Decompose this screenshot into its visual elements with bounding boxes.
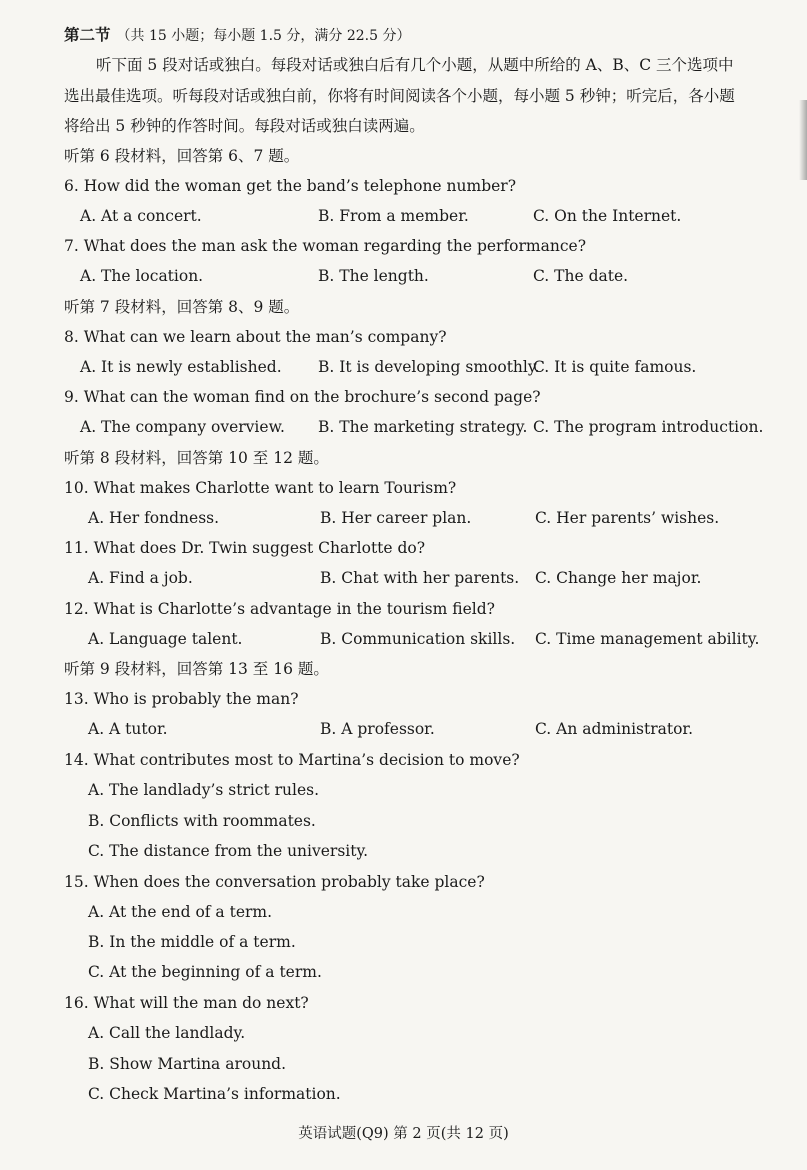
question-stem: 7. What does the man ask the woman regarding the performance? bbox=[64, 237, 587, 255]
option-a: A. At the end of a term. bbox=[88, 903, 273, 921]
option-c: C. Time management ability. bbox=[535, 630, 760, 648]
question-stem: 8. What can we learn about the man’s company? bbox=[64, 328, 447, 346]
option-a: A. Language talent. bbox=[88, 630, 243, 648]
option-c: C. The program introduction. bbox=[533, 418, 764, 436]
page-edge-shadow bbox=[799, 100, 807, 180]
option-b: B. The length. bbox=[318, 267, 429, 285]
question-stem: 11. What does Dr. Twin suggest Charlotte do? bbox=[64, 539, 426, 557]
option-a: A. The location. bbox=[80, 267, 204, 285]
option-a: A. A tutor. bbox=[88, 720, 168, 738]
question-stem: 9. What can the woman find on the brochure’s second page? bbox=[64, 388, 541, 406]
group-heading: 听第 8 段材料，回答第 10 至 12 题。 bbox=[64, 449, 329, 467]
option-c: C. Her parents’ wishes. bbox=[535, 509, 720, 527]
option-c: C. It is quite famous. bbox=[533, 358, 697, 376]
question-stem: 13. Who is probably the man? bbox=[64, 690, 299, 708]
option-c: C. On the Internet. bbox=[533, 207, 682, 225]
option-b: B. A professor. bbox=[320, 720, 435, 738]
option-b: B. Her career plan. bbox=[320, 509, 472, 527]
option-c: C. An administrator. bbox=[535, 720, 694, 738]
page-footer: 英语试题(Q9) 第 2 页(共 12 页) bbox=[298, 1126, 509, 1142]
section-title: 第二节 bbox=[64, 25, 111, 44]
instruction-line: 将给出 5 秒钟的作答时间。每段对话或独白读两遍。 bbox=[64, 117, 425, 135]
option-a: A. Find a job. bbox=[88, 569, 193, 587]
option-a: A. Her fondness. bbox=[88, 509, 220, 527]
section-header bbox=[64, 25, 410, 46]
question-stem: 6. How did the woman get the band’s telephone number? bbox=[64, 177, 517, 195]
option-a: A. The company overview. bbox=[80, 418, 285, 436]
option-b: B. From a member. bbox=[318, 207, 469, 225]
question-stem: 16. What will the man do next? bbox=[64, 994, 309, 1012]
option-b: B. The marketing strategy. bbox=[318, 418, 528, 436]
option-b: B. Chat with her parents. bbox=[320, 569, 520, 587]
option-c: C. At the beginning of a term. bbox=[88, 963, 322, 981]
group-heading: 听第 9 段材料，回答第 13 至 16 题。 bbox=[64, 660, 329, 678]
option-a: A. It is newly established. bbox=[80, 358, 282, 376]
question-stem: 10. What makes Charlotte want to learn Tourism? bbox=[64, 479, 457, 497]
option-a: A. Call the landlady. bbox=[88, 1024, 246, 1042]
option-a: A. At a concert. bbox=[80, 207, 202, 225]
option-c: C. Change her major. bbox=[535, 569, 702, 587]
option-b: B. Communication skills. bbox=[320, 630, 516, 648]
instruction-line: 选出最佳选项。听每段对话或独白前，你将有时间阅读各个小题，每小题 5 秒钟；听完后，各小题 bbox=[64, 87, 735, 105]
group-heading: 听第 6 段材料，回答第 6、7 题。 bbox=[64, 147, 300, 165]
option-b: B. In the middle of a term. bbox=[88, 933, 296, 951]
question-stem: 12. What is Charlotte’s advantage in the tourism field? bbox=[64, 600, 495, 618]
question-stem: 15. When does the conversation probably take place? bbox=[64, 873, 485, 891]
option-b: B. Show Martina around. bbox=[88, 1055, 287, 1073]
instruction-line: 听下面 5 段对话或独白。每段对话或独白后有几个小题，从题中所给的 A、B、C 三个选项中 bbox=[96, 56, 734, 74]
option-b: B. It is developing smoothly. bbox=[318, 358, 540, 376]
option-a: A. The landlady’s strict rules. bbox=[88, 781, 320, 799]
option-c: C. Check Martina’s information. bbox=[88, 1085, 341, 1103]
option-c: C. The date. bbox=[533, 267, 629, 285]
option-c: C. The distance from the university. bbox=[88, 842, 369, 860]
group-heading: 听第 7 段材料，回答第 8、9 题。 bbox=[64, 298, 300, 316]
section-subtitle: （共 15 小题；每小题 1.5 分，满分 22.5 分） bbox=[116, 28, 411, 44]
option-b: B. Conflicts with roommates. bbox=[88, 812, 316, 830]
question-stem: 14. What contributes most to Martina’s decision to move? bbox=[64, 751, 520, 769]
